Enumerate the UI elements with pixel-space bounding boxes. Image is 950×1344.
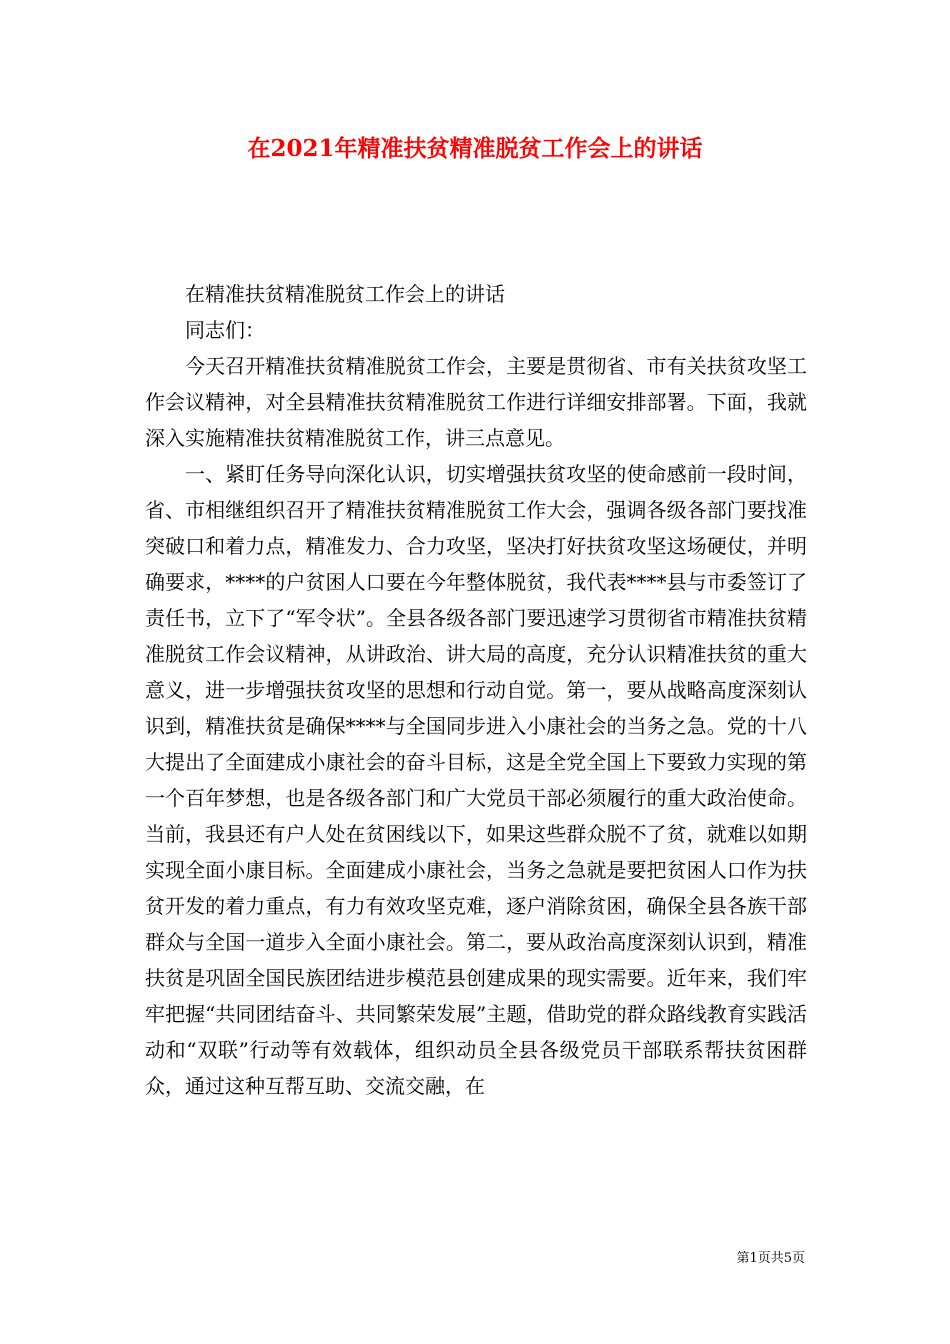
document-body	[145, 276, 807, 1104]
paragraph-subtitle: 在精准扶贫精准脱贫工作会上的讲话	[185, 282, 505, 306]
paragraph-intro: 今天召开精准扶贫精准脱贫工作会，主要是贯彻省、市有关扶贫攻坚工作会议精神，对全县精准扶贫精准脱贫工作进行详细安排部署。下面，我就深入实施精准扶贫精准脱贫工作，讲三点意见。	[145, 354, 807, 450]
paragraph-salutation: 同志们：	[185, 318, 265, 342]
paragraph-section-one: 一、紧盯任务导向深化认识，切实增强扶贫攻坚的使命感前一段时间，省、市相继组织召开了精准扶贫精准脱贫工作大会，强调各级各部门要找准突破口和着力点，精准发力、合力攻坚，坚决打好扶贫攻坚这场硬仗，并明确要求，****的户贫困人口要在今年整体脱贫，我代表****县与市委签订了责任书，立下了“军令状”。全县各级各部门要迅速学习贯彻省市精准扶贫精准脱贫工作会议精神，从讲政治、讲大局的高度，充分认识精准扶贫的重大意义，进一步增强扶贫攻坚的思想和行动自觉。第一，要从战略高度深刻认识到，精准扶贫是确保****与全国同步进入小康社会的当务之急。党的十八大提出了全面建成小康社会的奋斗目标，这是全党全国上下要致力实现的第一个百年梦想，也是各级各部门和广大党员干部必须履行的重大政治使命。当前，我县还有户人处在贫困线以下，如果这些群众脱不了贫，就难以如期实现全面小康目标。全面建成小康社会，当务之急就是要把贫困人口作为扶贫开发的着力重点，有力有效攻坚克难，逐户消除贫困，确保全县各族干部群众与全国一道步入全面小康社会。第二，要从政治高度深刻认识到，精准扶贫是巩固全国民族团结进步模范县创建成果的现实需要。近年来，我们牢牢把握“共同团结奋斗、共同繁荣发展”主题，借助党的群众路线教育实践活动和“双联”行动等有效载体，组织动员全县各级党员干部联系帮扶贫困群众，通过这种互帮互助、交流交融，在	[145, 462, 807, 1098]
document-title: 在2021年精准扶贫精准脱贫工作会上的讲话	[247, 135, 703, 162]
page-number-footer: 第1页共5页	[736, 1251, 805, 1266]
